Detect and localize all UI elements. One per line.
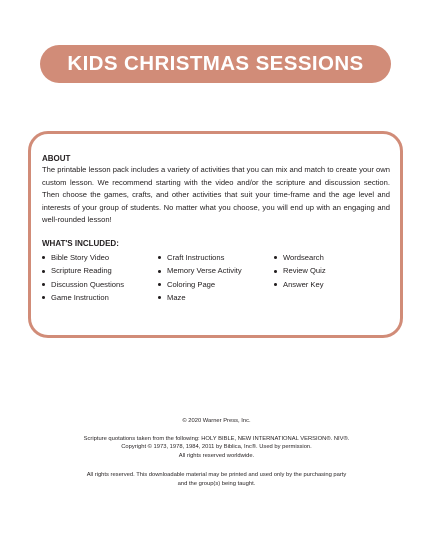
rights-line: and the group(s) being taught. [177, 480, 256, 487]
list-item: Craft Instructions [158, 251, 274, 264]
included-list [42, 251, 390, 305]
included-column-2 [158, 251, 274, 305]
info-panel [28, 131, 403, 338]
list-item: Game Instruction [42, 291, 158, 304]
footer [20, 417, 413, 489]
scripture-line: All rights reserved worldwide. [178, 452, 255, 459]
scripture-line: Copyright © 1973, 1978, 1984, 2011 by Biblica, Inc®. Used by permission. [121, 444, 312, 451]
list-item: Discussion Questions [42, 278, 158, 291]
list-item: Answer Key [274, 278, 374, 291]
rights-line: All rights reserved. This downloadable material may be printed and used only by the purchasing party [86, 472, 347, 479]
included-heading: WHAT'S INCLUDED: [42, 238, 119, 248]
list-item: Memory Verse Activity [158, 264, 274, 277]
list-item: Wordsearch [274, 251, 374, 264]
list-item: Coloring Page [158, 278, 274, 291]
page-title: KIDS CHRISTMAS SESSIONS [67, 52, 364, 75]
scripture-line: Scripture quotations taken from the following: HOLY BIBLE, NEW INTERNATIONAL VERSION®. NIV®. [83, 435, 350, 442]
scripture-notice [20, 435, 413, 461]
included-column-3 [274, 251, 374, 305]
rights-notice [20, 471, 413, 488]
copyright-notice: © 2020 Warner Press, Inc. [182, 418, 251, 424]
list-item: Bible Story Video [42, 251, 158, 264]
title-banner [40, 45, 391, 83]
about-heading: ABOUT [42, 154, 71, 163]
list-item: Review Quiz [274, 264, 374, 277]
about-body: The printable lesson pack includes a variety of activities that you can mix and match to create your own custom lesson. We recommend starting with the video and/or the scripture and discussion section. Then choose the games, crafts, and other activities that suit your time-frame and the age level and interests of your group of students. No matter what you choose, you will end up with an engaging and well-rounded lesson! [42, 165, 390, 225]
included-column-1 [42, 251, 158, 305]
list-item: Maze [158, 291, 274, 304]
list-item: Scripture Reading [42, 264, 158, 277]
